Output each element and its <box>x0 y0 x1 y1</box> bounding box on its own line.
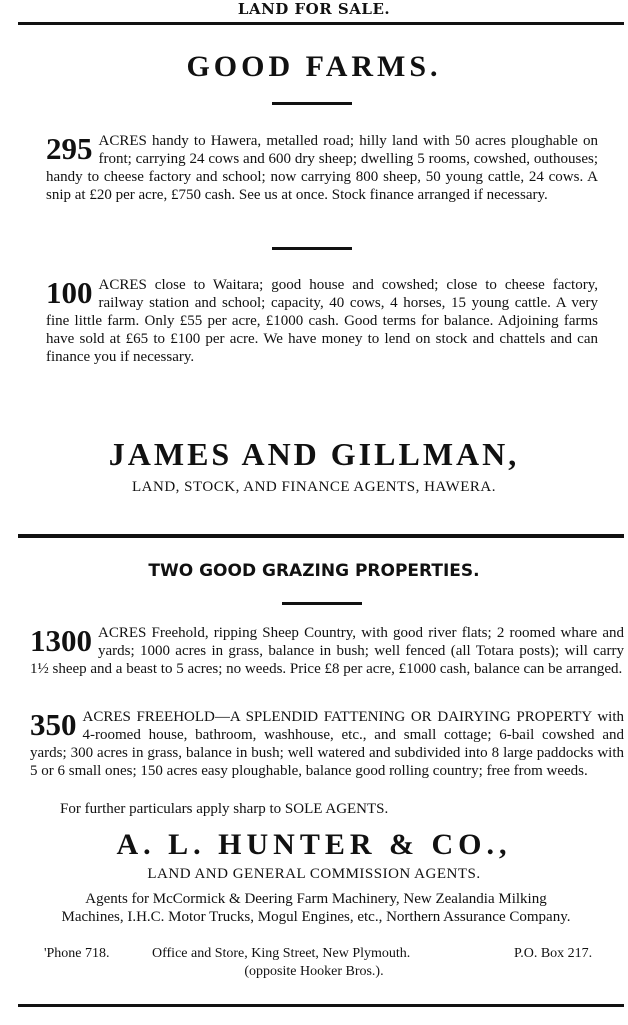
bottom-rule <box>18 1004 624 1007</box>
ad2-listing-2 <box>30 708 624 780</box>
ad2-agency-name: A. L. HUNTER & CO., <box>116 828 512 861</box>
ad1-agency-name: JAMES AND GILLMAN, <box>108 436 520 472</box>
ad1-listing-1 <box>46 132 598 204</box>
ad1-listing-2 <box>46 276 598 366</box>
ad1-listing-2-text: ACRES close to Waitara; good house and cowshed; close to cheese factory, railway station and school; capacity, 40 cows, 4 horses, 15 young cattle. A very fine little farm. Only £55 per acre, £1000 cash. Good terms for balance. Adjoining farms have sold at £65 to £100 per acre. We have money to lend on stock and chattels and can finance you if necessary. <box>46 277 598 365</box>
ad2-pobox: P.O. Box 217. <box>514 946 593 961</box>
top-rule <box>18 22 624 25</box>
ad2-listing-1 <box>30 624 624 678</box>
ad2-agency-desc: LAND AND GENERAL COMMISSION AGENTS. <box>147 866 481 882</box>
middle-rule <box>18 534 624 538</box>
ad2-listing-1-text: ACRES Freehold, ripping Sheep Country, with good river flats; 2 roomed whare and yards; 1000 acres in grass, balance in bush; well fenced (all Totara posts); will carry 1½ sheep and a beast to 5 acres; no weeds. Price £8 per acre, £1000 cash, balance can be arranged. <box>30 625 624 677</box>
ad2-heading: TWO GOOD GRAZING PROPERTIES. <box>148 561 480 581</box>
ad1-listing-2-acres: 100 <box>46 275 93 310</box>
ad2-divider <box>282 602 362 605</box>
ad2-agents-for: Agents for McCormick & Deering Farm Machinery, New Zealandia Milking Machines, I.H.C. Motor Trucks, Mogul Engines, etc., Northern Assurance Company. <box>61 891 571 925</box>
ad2-phone: 'Phone 718. <box>44 946 110 961</box>
ad1-listing-1-text: ACRES handy to Hawera, metalled road; hilly land with 50 acres ploughable on front; carrying 24 cows and 600 dry sheep; dwelling 5 rooms, cowshed, outhouses; handy to cheese factory and school; now carrying 800 sheep, 50 young cattle, 24 cows. A snip at £20 per acre, £750 cash. See us at once. Stock finance arranged if necessary. <box>46 133 598 203</box>
ad1-heading: GOOD FARMS. <box>186 50 442 83</box>
ad2-further-particulars: For further particulars apply sharp to SOLE AGENTS. <box>60 801 389 817</box>
section-header: LAND FOR SALE. <box>237 0 391 18</box>
ad1-divider-1 <box>272 102 352 105</box>
ad1-agency-desc: LAND, STOCK, AND FINANCE AGENTS, HAWERA. <box>132 479 496 495</box>
ad2-listing-2-acres: 350 <box>30 707 77 742</box>
ad1-divider-2 <box>272 247 352 250</box>
ad2-office: Office and Store, King Street, New Plymouth. <box>152 946 411 961</box>
ad1-listing-1-acres: 295 <box>46 131 93 166</box>
ad2-opposite: (opposite Hooker Bros.). <box>244 964 384 979</box>
ad2-listing-2-text: ACRES FREEHOLD—A SPLENDID FATTENING OR DAIRYING PROPERTY with 4-roomed house, bathroom, washhouse, etc., and small cottage; 6-bail cowshed and yards; 300 acres in grass, balance in bush; well watered and subdivided into 8 large paddocks with 5 or 6 small ones; 150 acres easy ploughable, balance good rolling country; free from weeds. <box>30 709 624 779</box>
ad2-listing-1-acres: 1300 <box>30 623 92 658</box>
